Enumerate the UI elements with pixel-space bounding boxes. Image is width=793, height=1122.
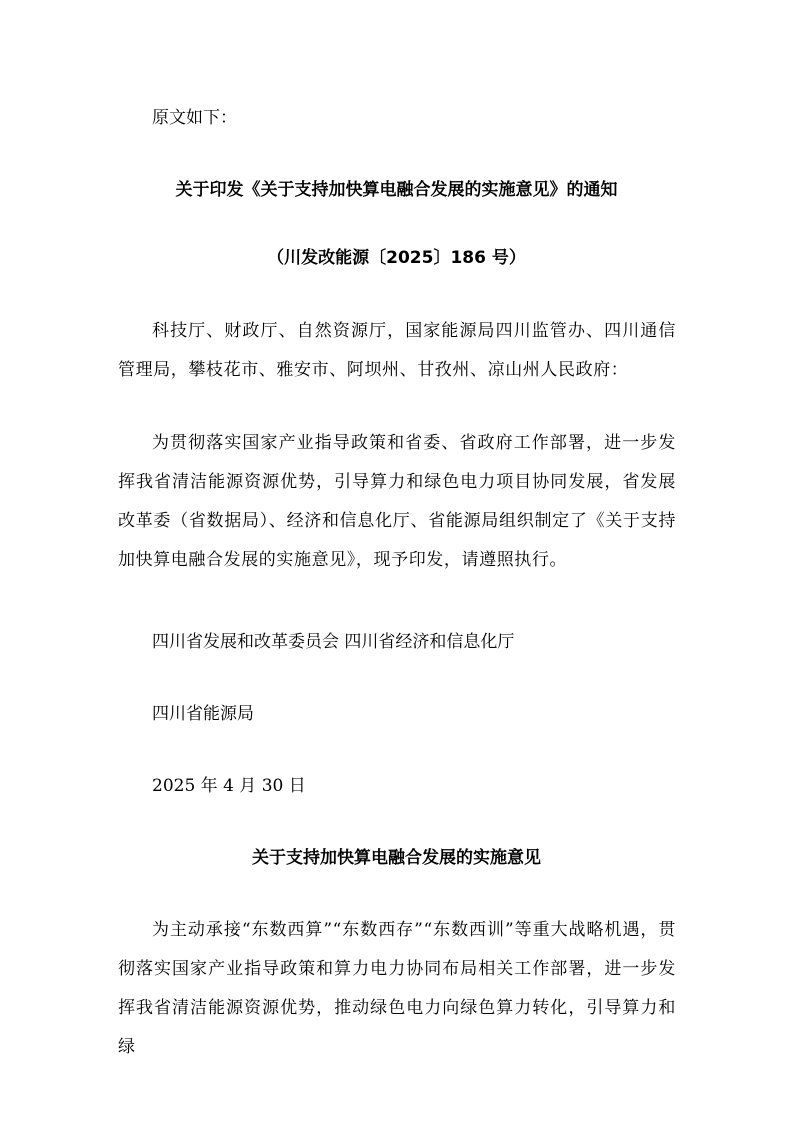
- intro-text: 原文如下：: [152, 108, 237, 128]
- body-paragraph: 为贯彻落实国家产业指导政策和省委、省政府工作部署，进一步发挥我省清洁能源资源优势，引导算力和绿色电力项目协同发展，省发展改革委（省数据局）、经济和信息化厅、省能源局组织制定了《关于支持加快算电融合发展的实施意见》，现予印发，请遵照执行。: [118, 433, 676, 570]
- opinion-subtitle: 关于支持加快算电融合发展的实施意见: [252, 848, 541, 868]
- notice-title: 关于印发《关于支持加快算电融合发展的实施意见》的通知: [175, 180, 618, 200]
- issuers-line-2: 四川省能源局: [152, 704, 254, 724]
- issue-date: 2025 年 4 月 30 日: [152, 776, 306, 796]
- recipients-paragraph: 科技厅、财政厅、自然资源厅，国家能源局四川监管办、四川通信管理局，攀枝花市、雅安市、阿坝州、甘孜州、凉山州人民政府：: [118, 321, 676, 380]
- opinion-paragraph: 为主动承接“东数西算”“东数西存”“东数西训”等重大战略机遇，贯彻落实国家产业指导政策和算力电力协同布局相关工作部署，进一步发挥我省清洁能源资源优势，推动绿色电力向绿色算力转化，引导算力和绿: [118, 920, 676, 1057]
- issuers-line-1: 四川省发展和改革委员会 四川省经济和信息化厅: [152, 632, 515, 652]
- document-number: （川发改能源〔2025〕186 号）: [267, 248, 526, 268]
